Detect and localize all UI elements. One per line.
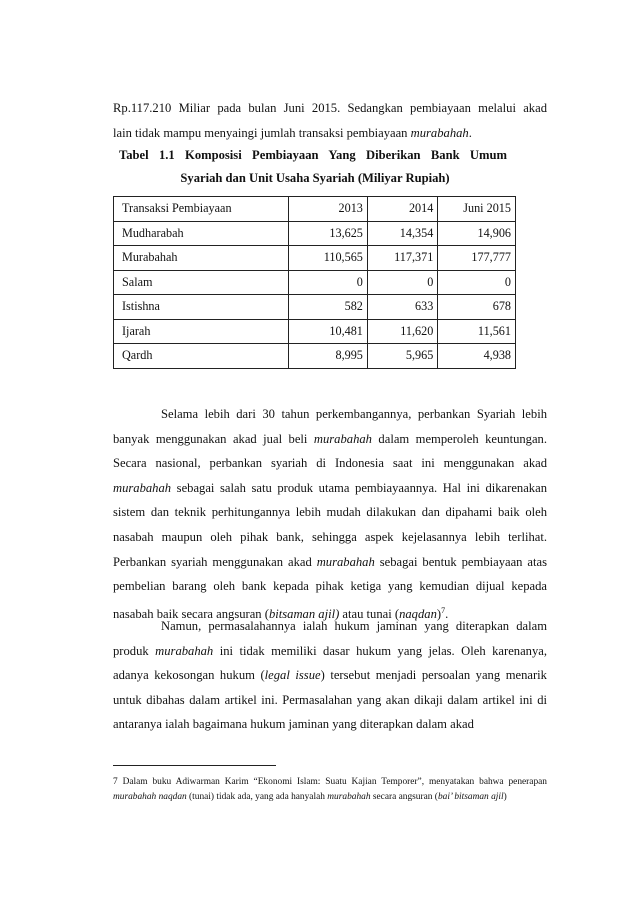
row-label: Murabahah [114,246,289,271]
footnote [113,775,547,804]
footnote-italic-1: murabahah naqdan [113,791,187,802]
cell-2014: 633 [367,295,437,320]
table-row [114,319,516,344]
header-2013: 2013 [289,197,368,222]
cell-2014: 0 [367,270,437,295]
row-label: Ijarah [114,319,289,344]
para2-text-1: Namun, permasalahannya ialah hukum jaminan yang diterapkan dalam produk [113,619,547,658]
footnote-text-3: secara angsuran ( [370,791,438,802]
header-transaction: Transaksi Pembiayaan [114,197,289,222]
para1-text-1: Selama lebih dari 30 tahun perkembangannya, perbankan Syariah lebih banyak menggunakan akad jual beli [113,407,547,446]
cell-2014: 5,965 [367,344,437,369]
footnote-separator [113,765,276,766]
cell-2014: 117,371 [367,246,437,271]
intro-line-1: Rp.117.210 Miliar pada bulan Juni 2015. Sedangkan pembiayaan melalui akad [113,101,547,115]
footnote-italic-2: murabahah [327,791,371,802]
cell-2014: 11,620 [367,319,437,344]
para1-italic-1: murabahah [313,431,372,446]
row-label: Salam [114,270,289,295]
para1-italic-4: bitsaman ajil) [268,606,340,621]
intro-line-2-end: . [468,125,472,140]
para2-text-3: ) tersebut menjadi persoalan yang menarik untuk dibahas dalam artikel ini. Permasalahan yang akan dikaji dalam artikel ini di antaranya ialah bagaimana hukum jaminan yang diterapkan dalam akad [113,668,547,732]
intro-line-2: lain tidak mampu menyaingi jumlah transaksi pembiayaan [113,125,411,140]
table-row [114,221,516,246]
cell-2013: 582 [289,295,368,320]
body-paragraph-1 [113,402,547,627]
caption-line-1: Tabel 1.1 Komposisi Pembiayaan Yang Diberikan Bank Umum [119,148,507,162]
para1-text-6: ) [436,606,442,621]
table-row [114,295,516,320]
row-label: Istishna [114,295,289,320]
table-header-row [114,197,516,222]
para1-text-7: . [445,606,449,621]
footnote-ref: 7 [441,605,446,615]
row-label: Mudharabah [114,221,289,246]
para2-text-2: ini tidak memiliki dasar hukum yang jelas. Oleh karenanya, adanya kekosongan hukum ( [113,643,548,683]
para1-italic-3: murabahah [316,554,375,569]
caption-line-2: Syariah dan Unit Usaha Syariah (Miliyar Rupiah) [180,171,450,185]
footnote-number: 7 [113,777,118,787]
header-june-2015: Juni 2015 [438,197,516,222]
intro-paragraph [113,96,547,145]
footnote-italic-3: bai’ bitsaman ajil [437,791,504,802]
header-2014: 2014 [367,197,437,222]
cell-june-2015: 14,906 [438,221,516,246]
para1-text-5: atau tunai ( [339,606,400,621]
table-row [114,270,516,295]
cell-2013: 110,565 [289,246,368,271]
table-row [114,344,516,369]
para2-italic-1: murabahah [155,643,214,658]
financing-table [113,196,516,369]
footnote-text-4: ) [503,791,507,802]
cell-june-2015: 678 [438,295,516,320]
cell-2013: 8,995 [289,344,368,369]
cell-june-2015: 0 [438,270,516,295]
cell-june-2015: 177,777 [438,246,516,271]
intro-italic-term: murabahah [410,125,469,140]
para1-italic-5: naqdan [399,606,437,621]
cell-june-2015: 4,938 [438,344,516,369]
row-label: Qardh [114,344,289,369]
cell-june-2015: 11,561 [438,319,516,344]
footnote-text-1: Dalam buku Adiwarman Karim “Ekonomi Islam: Suatu Kajian Temporer”, menyatakan bahwa penerapan [117,777,547,787]
para1-text-2: dalam memperoleh keuntungan. Secara nasional, perbankan syariah di Indonesia saat ini menggunakan akad [113,431,547,471]
para1-text-3: sebagai salah satu produk utama pembiayaannya. Hal ini dikarenakan sistem dan teknik perhitungannya lebih mudah dilakukan dan dipahami baik oleh nasabah maupun oleh pihak bank, sehingga aspek kejelasannya lebih terlihat. Perbankan syariah menggunakan akad [113,480,547,569]
table-row [114,246,516,271]
table-caption [113,144,547,190]
para1-italic-2: murabahah [113,480,172,495]
body-paragraph-2 [113,614,547,737]
cell-2013: 13,625 [289,221,368,246]
cell-2013: 10,481 [289,319,368,344]
cell-2014: 14,354 [367,221,437,246]
footnote-text-2: (tunai) tidak ada, yang ada hanyalah [186,791,328,802]
para2-italic-2: legal issue [264,668,321,683]
cell-2013: 0 [289,270,368,295]
para1-text-4: sebagai bentuk pembiayaan atas pembelian barang oleh bank kepada pihak ketiga yang kemudian dijual kepada nasabah baik secara angsuran ( [113,554,547,621]
